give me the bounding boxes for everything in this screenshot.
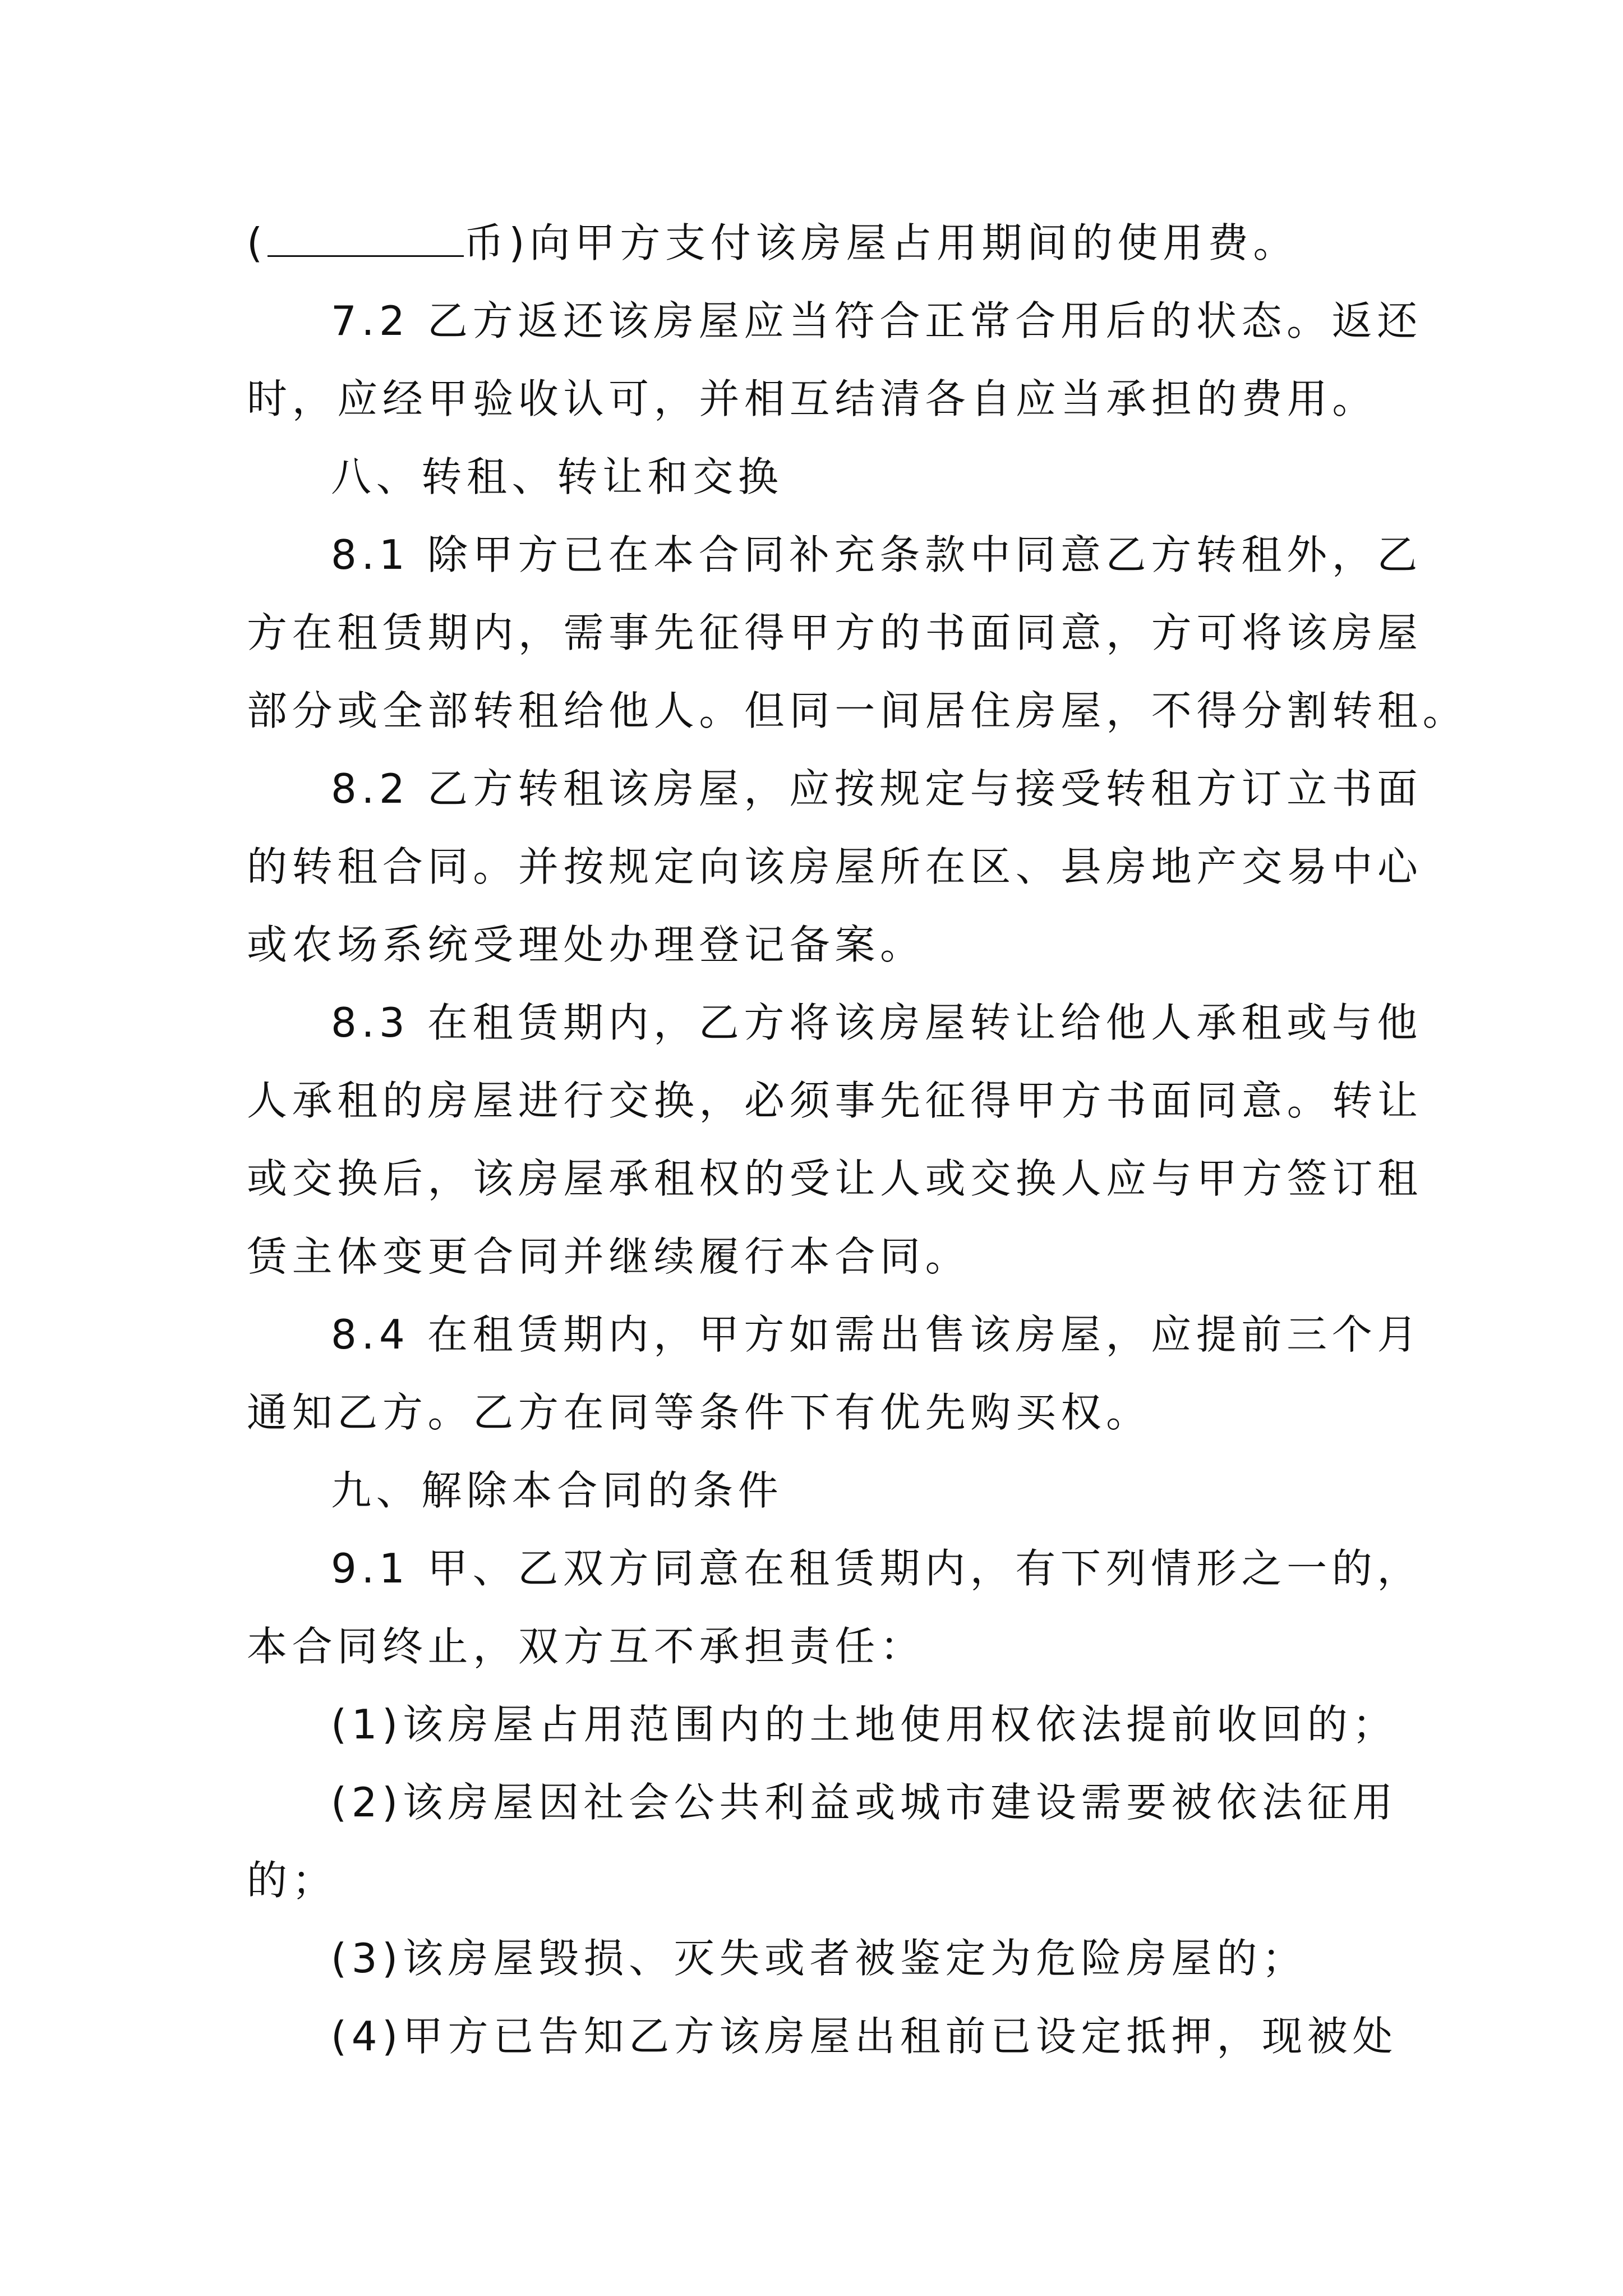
text-line: 通知乙方。乙方在同等条件下有优先购买权。 [247, 1389, 1151, 1436]
paren-open: ( [247, 219, 268, 266]
clause-8-2: 8.2 乙方转租该房屋，应按规定与接受转租方订立书面 [331, 765, 1423, 812]
text-line: 时，应经甲验收认可，并相互结清各自应当承担的费用。 [247, 375, 1378, 422]
clause-8-1: 8.1 除甲方已在本合同补充条款中同意乙方转租外，乙 [331, 531, 1423, 578]
text-line: 部分或全部转租给他人。但同一间居住房屋，不得分割转租。 [247, 687, 1468, 734]
blank-underline [268, 222, 464, 257]
text-line: 本合同终止，双方互不承担责任： [247, 1623, 925, 1670]
list-item-1: (1)该房屋占用范围内的土地使用权依法提前收回的； [331, 1701, 1398, 1748]
clause-7-2: 7.2 乙方返还该房屋应当符合正常合用后的状态。返还 [331, 297, 1423, 344]
clause-8-3: 8.3 在租赁期内，乙方将该房屋转让给他人承租或与他 [331, 999, 1423, 1046]
list-item-2: (2)该房屋因社会公共利益或城市建设需要被依法征用 [331, 1779, 1398, 1826]
clause-9-1: 9.1 甲、乙双方同意在租赁期内，有下列情形之一的， [331, 1545, 1423, 1592]
text-line: 的； [247, 1857, 338, 1904]
text-line: 赁主体变更合同并继续履行本合同。 [247, 1233, 971, 1280]
section-heading-8: 八、转租、转让和交换 [331, 453, 783, 500]
text-line-1 [247, 215, 1298, 271]
clause-8-4: 8.4 在租赁期内，甲方如需出售该房屋，应提前三个月 [331, 1311, 1423, 1358]
list-item-4: (4)甲方已告知乙方该房屋出租前已设定抵押，现被处 [331, 2013, 1398, 2060]
text-line: 的转租合同。并按规定向该房屋所在区、县房地产交易中心 [247, 843, 1423, 890]
line-1-text: 币)向甲方支付该房屋占用期间的使用费。 [463, 219, 1298, 266]
text-line: 方在租赁期内，需事先征得甲方的书面同意，方可将该房屋 [247, 609, 1423, 656]
text-line: 或交换后，该房屋承租权的受让人或交换人应与甲方签订租 [247, 1155, 1423, 1202]
list-item-3: (3)该房屋毁损、灭失或者被鉴定为危险房屋的； [331, 1935, 1307, 1982]
text-line: 人承租的房屋进行交换，必须事先征得甲方书面同意。转让 [247, 1077, 1423, 1124]
text-line: 或农场系统受理处办理登记备案。 [247, 921, 925, 968]
section-heading-9: 九、解除本合同的条件 [331, 1467, 783, 1514]
